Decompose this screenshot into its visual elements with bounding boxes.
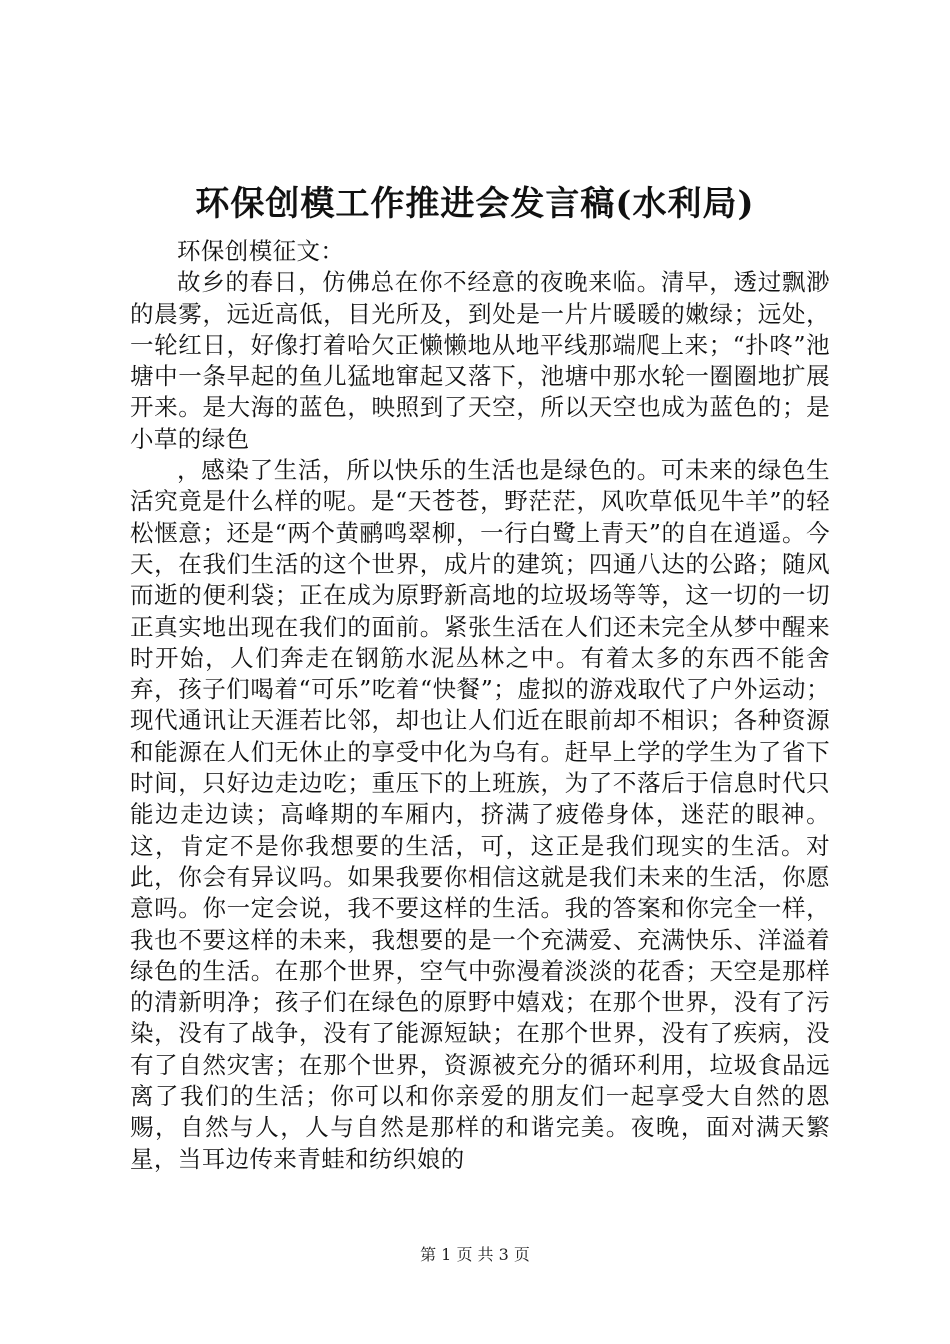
document-title: 环保创模工作推进会发言稿(水利局) [195,184,755,224]
paragraph: 故乡的春日，仿佛总在你不经意的夜晚来临。清早，透过飘渺的晨雾，远近高低，目光所及，到处是一片片暖暖的嫩绿；远处，一轮红日，好像打着哈欠正懒懒地从地平线那端爬上来；“扑咚”池塘中一条早起的鱼儿猛地窜起又落下，池塘中那水轮一圈圈地扩展开来。是大海的蓝色，映照到了天空，所以天空也成为蓝色的；是小草的绿色 [130,268,830,453]
paragraph: ，感染了生活，所以快乐的生活也是绿色的。可未来的绿色生活究竟是什么样的呢。是“天苍苍，野茫茫，风吹草低见牛羊”的轻松惬意；还是“两个黄鹂鸣翠柳，一行白鹭上青天”的自在逍遥。今天，在我们生活的这个世界，成片的建筑；四通八达的公路；随风而逝的便利袋；正在成为原野新高地的垃圾场等等，这一切的一切正真实地出现在我们的面前。紧张生活在人们还未完全从梦中醒来时开始，人们奔走在钢筋水泥丛林之中。有着太多的东西不能舍弃，孩子们喝着“可乐”吃着“快餐”；虚拟的游戏取代了户外运动；现代通讯让天涯若比邻，却也让人们近在眼前却不相识；各种资源和能源在人们无休止的享受中化为乌有。赶早上学的学生为了省下时间，只好边走边吃；重压下的上班族，为了不落后于信息时代只能边走边读；高峰期的车厢内，挤满了疲倦身体，迷茫的眼神。这，肯定不是你我想要的生活，可，这正是我们现实的生活。对此，你会有异议吗。如果我要你相信这就是我们未来的生活，你愿意吗。你一定会说，我不要这样的生活。我的答案和你完全一样，我也不要这样的未来，我想要的是一个充满爱、充满快乐、洋溢着绿色的生活。在那个世界，空气中弥漫着淡淡的花香；天空是那样的清新明净；孩子们在绿色的原野中嬉戏；在那个世界，没有了污染，没有了战争，没有了能源短缺；在那个世界，没有了疾病，没有了自然灾害；在那个世界，资源被充分的循环利用，垃圾食品远离了我们的生活；你可以和你亲爱的朋友们一起享受大自然的恩赐，自然与人，人与自然是那样的和谐完美。夜晚，面对满天繁星，当耳边传来青蛙和纺织娘的 [130,456,830,1173]
paragraph-heading: 环保创模征文： [177,237,345,265]
document-body [130,236,830,1175]
page-number-footer: 第 1 页 共 3 页 [420,1245,530,1264]
